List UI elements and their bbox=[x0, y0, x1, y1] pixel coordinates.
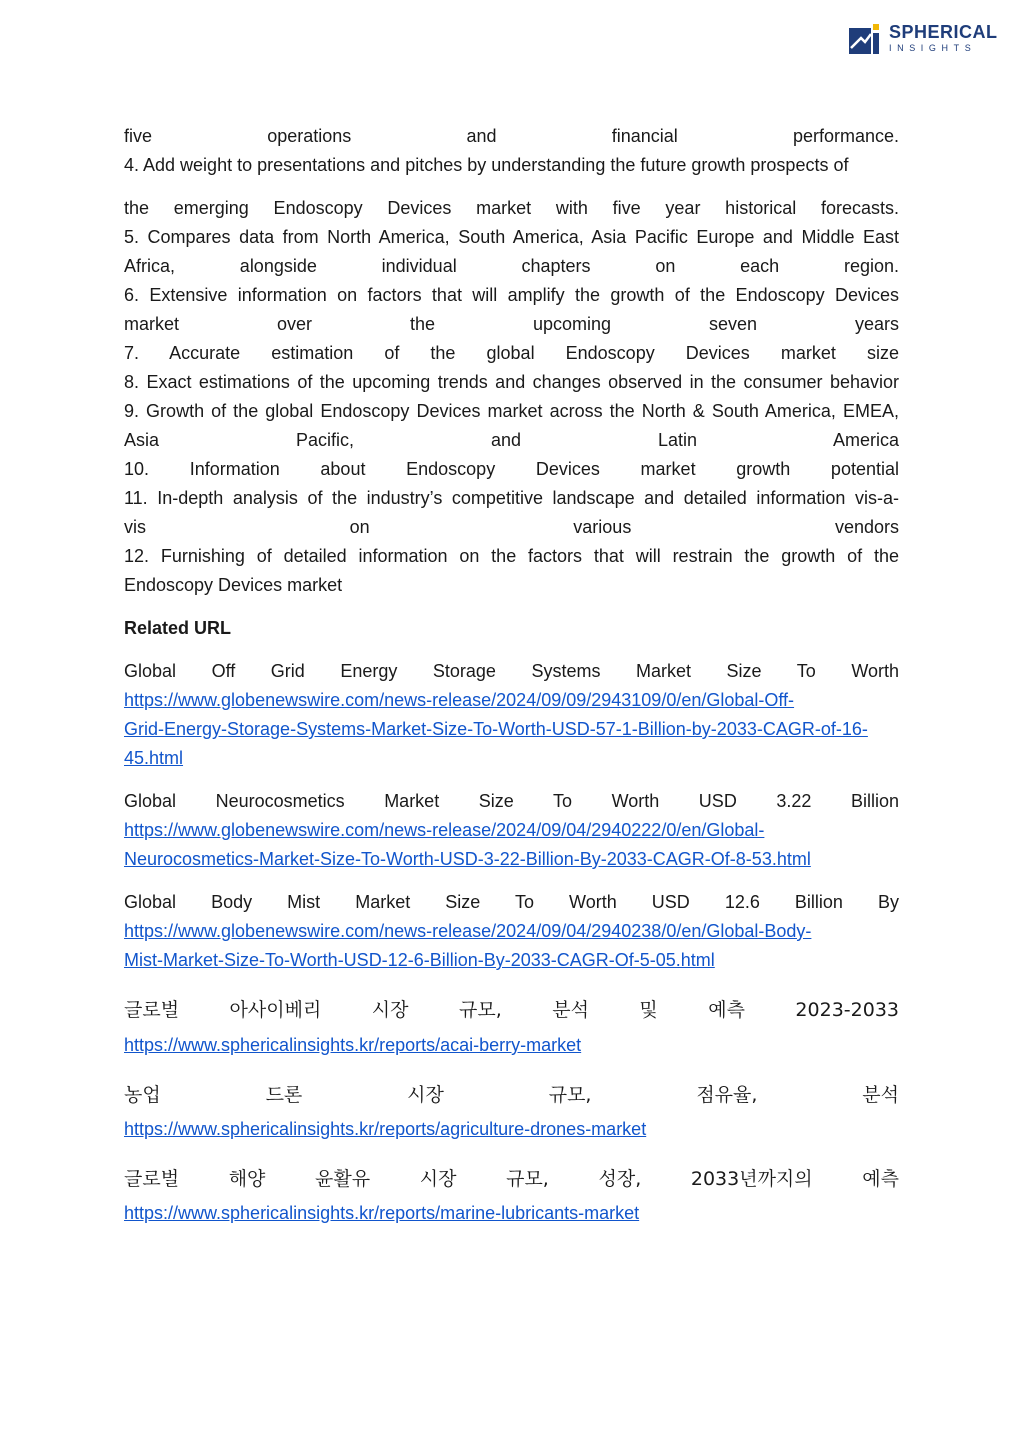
body-line: 11. In-depth analysis of the industry’s competitive landscape and detailed information vis-a- bbox=[124, 488, 899, 508]
body-line: five operations and financial performance. bbox=[124, 126, 899, 146]
spherical-insights-logo bbox=[849, 22, 999, 56]
logo-subtitle: INSIGHTS bbox=[889, 43, 977, 53]
body-line: the emerging Endoscopy Devices market with five year historical forecasts. bbox=[124, 198, 899, 218]
body-line: Africa, alongside individual chapters on each region. bbox=[124, 256, 899, 276]
related-item-link[interactable]: https://www.sphericalinsights.kr/reports/marine-lubricants-market bbox=[124, 1203, 640, 1223]
related-item-link[interactable]: https://www.sphericalinsights.kr/reports/agriculture-drones-market bbox=[124, 1119, 647, 1139]
related-item-title: 농업 드론 시장 규모, 점유율, 분석 bbox=[124, 1084, 899, 1106]
logo-title: SPHERICAL bbox=[889, 22, 998, 42]
body-line: market over the upcoming seven years bbox=[124, 314, 899, 334]
related-item-link[interactable]: https://www.sphericalinsights.kr/reports/acai-berry-market bbox=[124, 1035, 582, 1055]
body-line: 9. Growth of the global Endoscopy Devices market across the North & South America, EMEA, bbox=[124, 401, 899, 421]
logo-mark-icon bbox=[849, 24, 883, 54]
related-item-title: Global Body Mist Market Size To Worth USD 12.6 Billion By bbox=[124, 892, 899, 912]
related-item-link[interactable]: Grid-Energy-Storage-Systems-Market-Size-To-Worth-USD-57-1-Billion-by-2033-CAGR-of-16- bbox=[124, 719, 868, 739]
body-line: 12. Furnishing of detailed information on the factors that will restrain the growth of the bbox=[124, 546, 899, 566]
body-line: 7. Accurate estimation of the global Endoscopy Devices market size bbox=[124, 343, 899, 363]
related-item-link[interactable]: https://www.globenewswire.com/news-release/2024/09/04/2940222/0/en/Global- bbox=[124, 820, 765, 840]
body-line: 6. Extensive information on factors that will amplify the growth of the Endoscopy Devices bbox=[124, 285, 899, 305]
body-line: Endoscopy Devices market bbox=[124, 575, 343, 595]
body-line: 4. Add weight to presentations and pitches by understanding the future growth prospects of bbox=[124, 155, 849, 175]
related-item-title: Global Off Grid Energy Storage Systems Market Size To Worth bbox=[124, 661, 899, 681]
body-line: 5. Compares data from North America, South America, Asia Pacific Europe and Middle East bbox=[124, 227, 899, 247]
related-item-link[interactable]: Mist-Market-Size-To-Worth-USD-12-6-Billion-By-2033-CAGR-Of-5-05.html bbox=[124, 950, 715, 970]
body-line: 10. Information about Endoscopy Devices market growth potential bbox=[124, 459, 899, 479]
related-item-link[interactable]: Neurocosmetics-Market-Size-To-Worth-USD-3-22-Billion-By-2033-CAGR-Of-8-53.html bbox=[124, 849, 811, 869]
body-line: Asia Pacific, and Latin America bbox=[124, 430, 899, 450]
related-url-heading: Related URL bbox=[124, 618, 232, 638]
related-item-link[interactable]: https://www.globenewswire.com/news-release/2024/09/04/2940238/0/en/Global-Body- bbox=[124, 921, 812, 941]
related-item-title: 글로벌 아사이베리 시장 규모, 분석 및 예측 2023-2033 bbox=[124, 999, 899, 1021]
related-item-link[interactable]: 45.html bbox=[124, 748, 184, 768]
related-item-link[interactable]: https://www.globenewswire.com/news-release/2024/09/09/2943109/0/en/Global-Off- bbox=[124, 690, 795, 710]
body-line: 8. Exact estimations of the upcoming trends and changes observed in the consumer behavior bbox=[124, 372, 899, 392]
related-item-title: Global Neurocosmetics Market Size To Worth USD 3.22 Billion bbox=[124, 791, 899, 811]
related-item-title: 글로벌 해양 윤활유 시장 규모, 성장, 2033년까지의 예측 bbox=[124, 1168, 899, 1190]
body-line: vis on various vendors bbox=[124, 517, 899, 537]
